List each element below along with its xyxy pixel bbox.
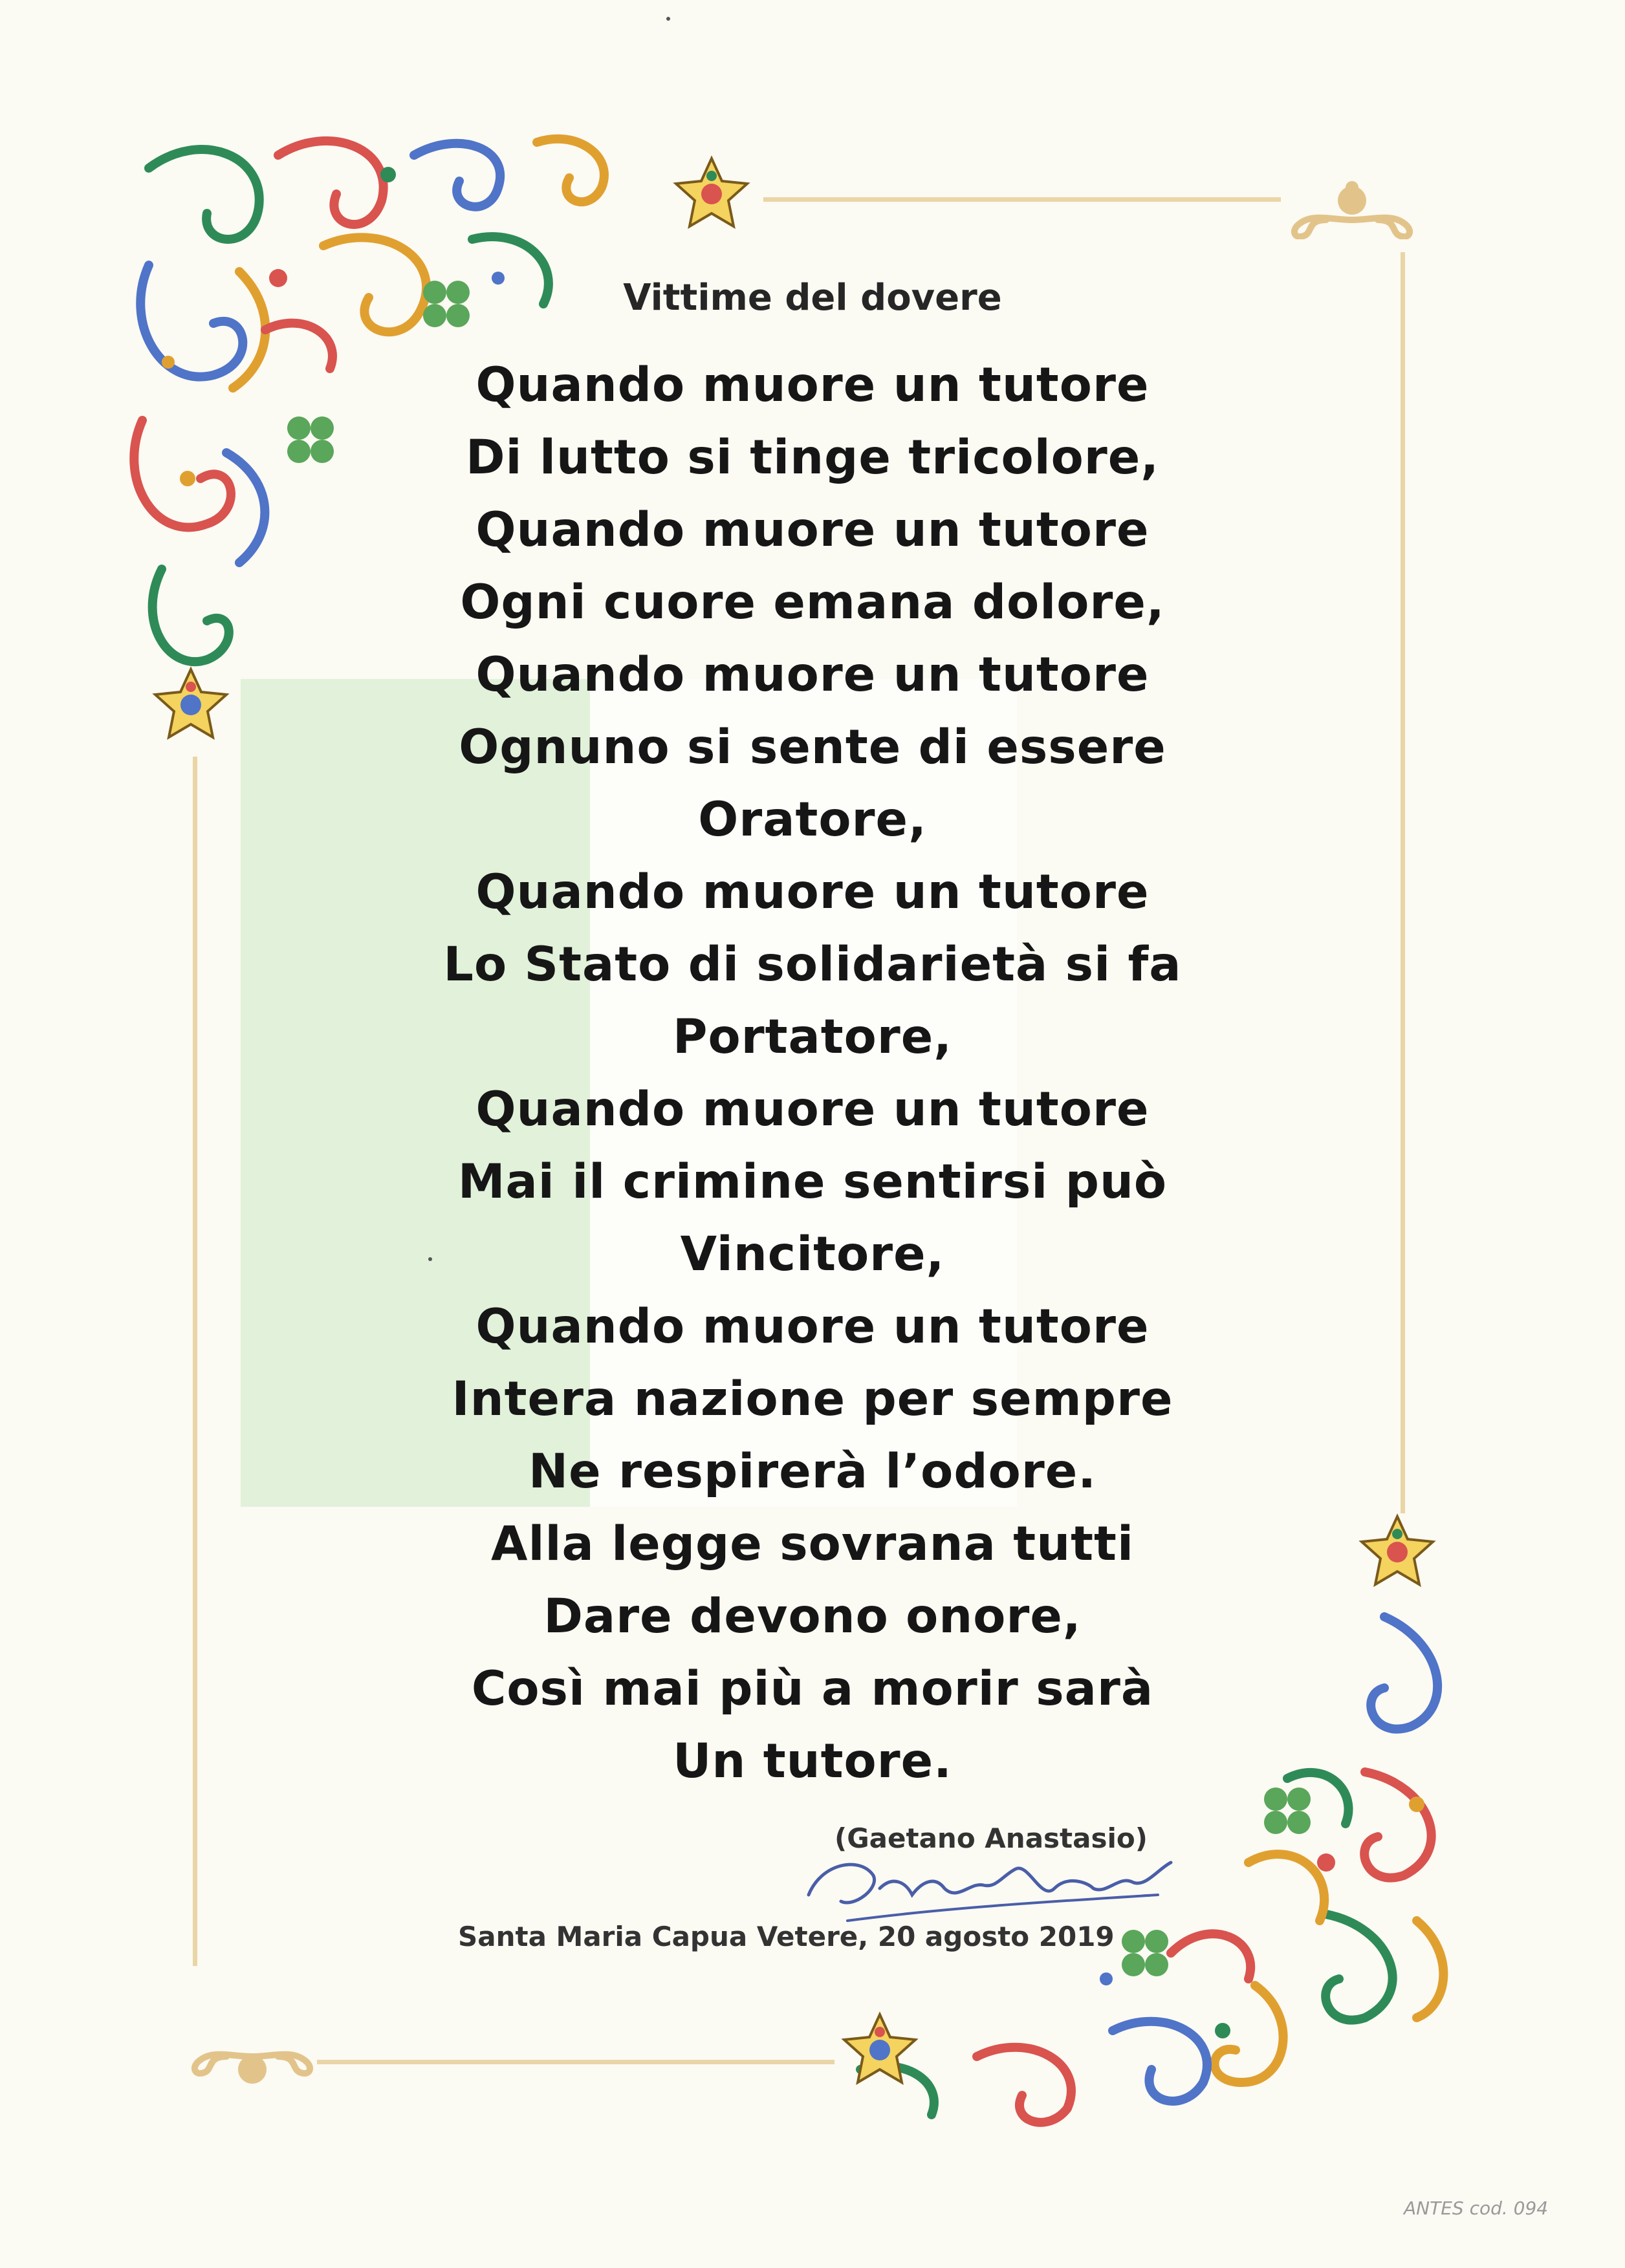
paper-speck <box>428 1257 432 1261</box>
paper-speck <box>666 17 670 21</box>
poem-line: Ognuno si sente di essere <box>459 720 1166 775</box>
poem-line: Vincitore, <box>680 1227 945 1282</box>
poem-body <box>0 349 1625 1798</box>
poem-line: Alla legge sovrana tutti <box>491 1517 1134 1571</box>
poem-line: Così mai più a morir sarà <box>471 1661 1154 1716</box>
frame-top-line <box>763 197 1281 202</box>
scroll-flourish-bottom-left <box>188 2024 317 2089</box>
poem-line: Ne respirerà l’odore. <box>528 1444 1096 1499</box>
poem-line: Mai il crimine sentirsi può <box>457 1154 1168 1209</box>
poem-title: Vittime del dovere <box>623 277 1002 319</box>
poem-line: Lo Stato di solidarietà si fa <box>443 937 1182 992</box>
poem-line: Intera nazione per sempre <box>452 1372 1173 1427</box>
poem-line: Quando muore un tutore <box>475 1082 1150 1137</box>
scroll-flourish-top-right <box>1287 175 1417 239</box>
poem-line: Quando muore un tutore <box>475 647 1150 702</box>
place-and-date: Santa Maria Capua Vetere, 20 agosto 2019 <box>458 1921 1115 1952</box>
poem-line: Oratore, <box>698 792 927 847</box>
poem-line: Di lutto si tinge tricolore, <box>465 430 1160 485</box>
poem-line: Quando muore un tutore <box>475 502 1150 557</box>
poem-line: Un tutore. <box>673 1734 952 1789</box>
poem-line: Quando muore un tutore <box>475 1299 1150 1354</box>
poem-line: Dare devono onore, <box>543 1589 1082 1644</box>
poem-line: Ogni cuore emana dolore, <box>460 575 1165 630</box>
poem-line: Quando muore un tutore <box>475 358 1150 413</box>
poem-line: Quando muore un tutore <box>475 865 1150 920</box>
frame-bottom-line <box>317 2060 834 2064</box>
poem-line: Portatore, <box>672 1010 953 1064</box>
print-code: ANTES cod. 094 <box>1404 2198 1549 2219</box>
poem-author: (Gaetano Anastasio) <box>834 1822 1148 1854</box>
